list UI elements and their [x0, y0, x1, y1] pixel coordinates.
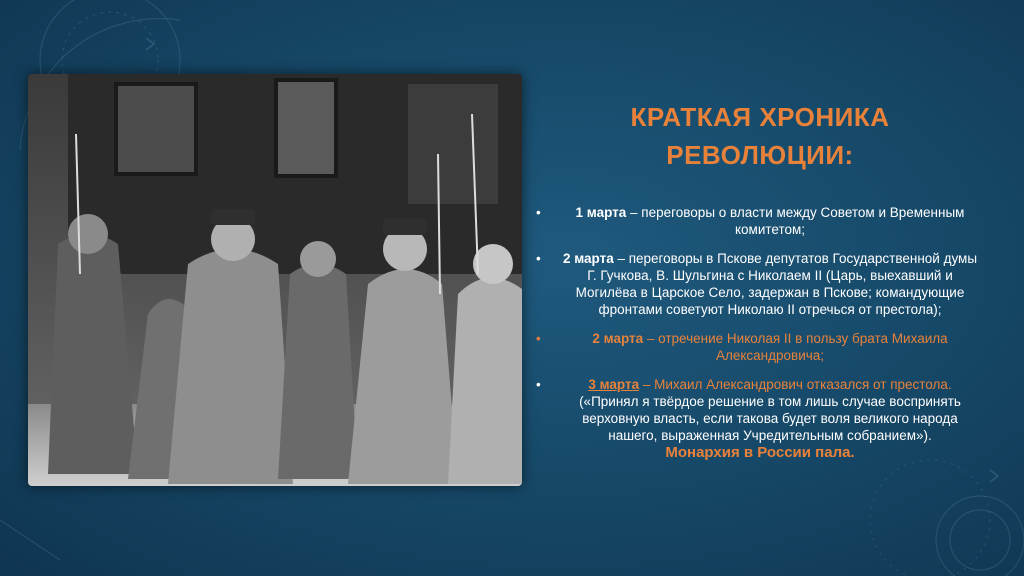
item-quote: («Принял я твёрдое решение в том лишь случае воспринять верховную власть, если такова будет воля великого народа нашего, выраженная Учредительным собранием»).	[579, 394, 961, 443]
item-date: 3 марта	[588, 377, 640, 392]
list-item	[536, 204, 982, 238]
item-date: 2 марта	[562, 251, 614, 266]
chronicle-list	[536, 204, 982, 456]
title-line-2: РЕВОЛЮЦИИ:	[666, 140, 854, 170]
item-date: 1 марта	[575, 205, 627, 220]
item-text: – Михаил Александрович отказался от престола.	[639, 377, 952, 392]
bullet-icon: •	[536, 377, 541, 392]
bullet-icon: •	[536, 331, 541, 346]
title-line-1: КРАТКАЯ ХРОНИКА	[630, 102, 890, 132]
list-item	[536, 330, 982, 364]
historical-photo	[28, 74, 522, 486]
conclusion-text: Монархия в России пала.	[665, 444, 855, 461]
item-date: 2 марта	[592, 331, 644, 346]
slide-title	[560, 98, 960, 174]
item-text: – переговоры о власти между Советом и Временным комитетом;	[626, 205, 965, 237]
item-text: – переговоры в Пскове депутатов Государственной думы Г. Гучкова, В. Шульгина с Николаем II (Царь, выехавший и Могилёва в Царское Село, задержан в Пскове; командующие фронтами советуют Николаю II отречься от престола);	[575, 251, 978, 317]
bullet-icon: •	[536, 251, 541, 266]
bullet-icon: •	[536, 205, 541, 220]
list-item	[536, 376, 982, 444]
item-text: – отречение Николая II в пользу брата Михаила Александровича;	[643, 331, 948, 363]
list-item	[536, 250, 982, 318]
